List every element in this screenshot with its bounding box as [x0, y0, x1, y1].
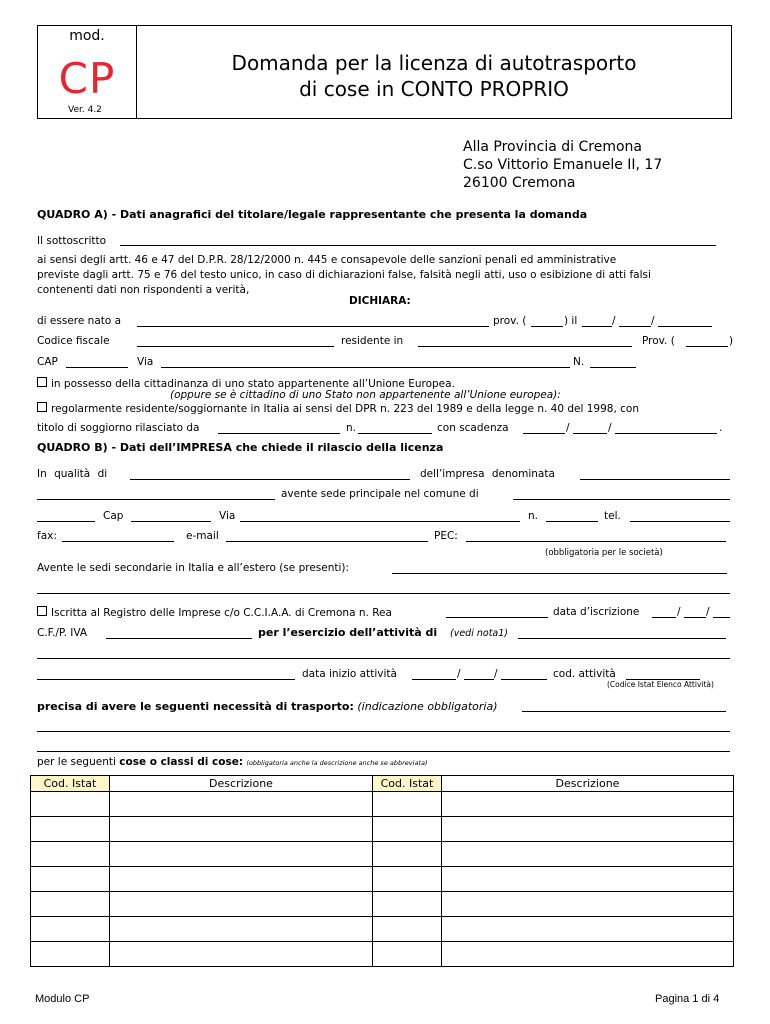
- cell-cod-istat-2[interactable]: [372, 891, 442, 917]
- check-cittadinanza-label: in possesso della cittadinanza di uno stato appartenente all’Unione Europea.: [51, 378, 455, 390]
- necessita-field-3[interactable]: [37, 751, 730, 752]
- nato-label: di essere nato a: [37, 315, 122, 327]
- pec-note: (obbligatoria per le società): [545, 548, 663, 558]
- quadro-b-heading: QUADRO B) - Dati dell’IMPRESA che chiede il rilascio della licenza: [37, 441, 444, 454]
- giorno-nascita-field[interactable]: [582, 326, 612, 327]
- attivita-field-2[interactable]: [37, 658, 730, 659]
- fax-field[interactable]: [62, 541, 174, 542]
- prov-residenza-field[interactable]: [686, 346, 728, 347]
- titolo-label: titolo di soggiorno rilasciato da: [37, 422, 200, 434]
- addressee-block: [463, 138, 662, 192]
- legal-line-2: previste dagli artt. 75 e 76 del testo unico, in caso di dichiarazioni false, falsità negli atti, uso o esibizione di atti falsi: [37, 269, 651, 281]
- cod-attivita-label: cod. attività: [553, 668, 616, 680]
- cell-descrizione-1[interactable]: [109, 866, 373, 892]
- scadenza-anno-field[interactable]: [615, 433, 717, 434]
- checkbox-icon[interactable]: [37, 377, 47, 387]
- legal-text: [37, 253, 651, 298]
- via-sede-field[interactable]: [240, 521, 520, 522]
- civico-field[interactable]: [590, 367, 636, 368]
- slash: /: [651, 315, 655, 327]
- qualita-field[interactable]: [130, 479, 410, 480]
- form-code: CP: [58, 54, 116, 103]
- secondarie-label: Avente le sedi secondarie in Italia e all’estero (se presenti):: [37, 562, 350, 574]
- cell-descrizione-1[interactable]: [109, 841, 373, 867]
- prov-sede-field[interactable]: [37, 521, 95, 522]
- iscr-giorno-field[interactable]: [652, 617, 676, 618]
- cf-piva-label: C.F./P. IVA: [37, 627, 88, 639]
- addressee-line-3: 26100 Cremona: [463, 175, 576, 191]
- n-label-2: n.: [346, 422, 356, 434]
- anno-nascita-field[interactable]: [658, 326, 712, 327]
- check-note: (oppure se è cittadino di uno Stato non appartenente all’Unione europea):: [170, 389, 561, 401]
- impresa-label: dell’impresa denominata: [420, 468, 555, 480]
- numero-titolo-field[interactable]: [358, 433, 432, 434]
- scadenza-label: con scadenza: [437, 422, 509, 434]
- title-line-2: di cose in CONTO PROPRIO: [299, 77, 569, 101]
- cap-sede-field[interactable]: [131, 521, 211, 522]
- form-header: [37, 25, 732, 119]
- legal-line-3: contenenti dati non rispondenti a verità,: [37, 284, 250, 296]
- data-iscrizione-label: data d’iscrizione: [553, 606, 640, 618]
- slash: /: [566, 422, 570, 434]
- addressee-line-2: C.so Vittorio Emanuele II, 17: [463, 157, 663, 173]
- cell-cod-istat-1[interactable]: [30, 841, 110, 867]
- esercizio-label: per l’esercizio dell’attività di: [258, 626, 438, 639]
- pec-label: PEC:: [434, 530, 458, 542]
- col-header-cod-istat-2: Cod. Istat: [372, 775, 442, 792]
- cose-note: (obbligatoria anche la descrizione anche se abbreviata): [246, 759, 428, 767]
- email-field[interactable]: [226, 541, 428, 542]
- attivita-field-3[interactable]: [37, 679, 295, 680]
- mod-label: mod.: [69, 28, 105, 44]
- cell-descrizione-2[interactable]: [441, 866, 734, 892]
- cell-descrizione-2[interactable]: [441, 941, 734, 967]
- cell-descrizione-2[interactable]: [441, 891, 734, 917]
- necessita-note: (indicazione obbligatoria): [357, 700, 498, 713]
- cose-label: cose o classi di cose:: [119, 756, 244, 768]
- necessita-field[interactable]: [522, 711, 726, 712]
- cose-table: [30, 775, 734, 970]
- cell-cod-istat-2[interactable]: [372, 916, 442, 942]
- via-label-b: Via: [219, 510, 236, 522]
- cell-cod-istat-1[interactable]: [30, 941, 110, 967]
- cose-prefix: per le seguenti: [37, 756, 116, 768]
- impresa-field[interactable]: [580, 479, 730, 480]
- via-label: Via: [137, 356, 154, 368]
- via-field[interactable]: [161, 367, 570, 368]
- inizio-anno-field[interactable]: [501, 679, 547, 680]
- slash: /: [612, 315, 616, 327]
- legal-line-1: ai sensi degli artt. 46 e 47 del D.P.R. 28/12/2000 n. 445 e consapevole delle sanzioni penali ed amministrative: [37, 254, 617, 266]
- n-label: N.: [573, 356, 585, 368]
- cap-label: CAP: [37, 356, 58, 368]
- scadenza-giorno-field[interactable]: [523, 433, 565, 434]
- quadro-a-heading: QUADRO A) - Dati anagrafici del titolare/legale rappresentante che presenta la domanda: [37, 208, 588, 221]
- sottoscritto-label: Il sottoscritto: [37, 235, 107, 247]
- checkbox-icon[interactable]: [37, 606, 47, 616]
- check-residente[interactable]: [37, 402, 639, 415]
- cell-descrizione-1[interactable]: [109, 891, 373, 917]
- cell-descrizione-2[interactable]: [441, 916, 734, 942]
- slash: /: [457, 668, 461, 680]
- cell-descrizione-1[interactable]: [109, 791, 373, 817]
- istat-note: (Codice Istat Elenco Attività): [607, 680, 714, 689]
- email-label: e-mail: [186, 530, 219, 542]
- dichiara-label: DICHIARA:: [349, 295, 411, 307]
- cf-label: Codice fiscale: [37, 335, 110, 347]
- cose-row: [37, 756, 428, 768]
- cap-field[interactable]: [66, 367, 128, 368]
- cap-label-b: Cap: [103, 510, 124, 522]
- pec-field[interactable]: [466, 541, 726, 542]
- cell-cod-istat-2[interactable]: [372, 866, 442, 892]
- cf-piva-field[interactable]: [106, 638, 252, 639]
- necessita-row: [37, 700, 498, 713]
- mese-nascita-field[interactable]: [619, 326, 651, 327]
- cell-cod-istat-1[interactable]: [30, 816, 110, 842]
- luogo-nascita-field[interactable]: [137, 326, 489, 327]
- il-label: ) il: [564, 315, 578, 327]
- prov-nascita-field[interactable]: [531, 326, 563, 327]
- tel-field[interactable]: [630, 521, 730, 522]
- iscr-mese-field[interactable]: [684, 617, 706, 618]
- prov-label-2: Prov. (: [642, 335, 675, 347]
- col-header-cod-istat-1: Cod. Istat: [30, 775, 110, 792]
- rea-field[interactable]: [446, 617, 548, 618]
- residente-label: residente in: [341, 335, 404, 347]
- comune-sede-field[interactable]: [513, 499, 730, 500]
- inizio-mese-field[interactable]: [464, 679, 494, 680]
- cell-descrizione-2[interactable]: [441, 791, 734, 817]
- residenza-field[interactable]: [418, 346, 632, 347]
- fax-label: fax:: [37, 530, 57, 542]
- cell-cod-istat-1[interactable]: [30, 791, 110, 817]
- cell-descrizione-1[interactable]: [109, 816, 373, 842]
- tel-label: tel.: [604, 510, 621, 522]
- footer-right: Pagina 1 di 4: [655, 993, 720, 1005]
- qualita-label: In qualità di: [37, 468, 108, 480]
- sede-label: avente sede principale nel comune di: [281, 488, 479, 500]
- cell-cod-istat-2[interactable]: [372, 941, 442, 967]
- check-registro[interactable]: [37, 606, 392, 619]
- cell-cod-istat-1[interactable]: [30, 891, 110, 917]
- cell-descrizione-2[interactable]: [441, 841, 734, 867]
- prov-label: prov. (: [493, 315, 527, 327]
- secondarie-field[interactable]: [392, 573, 727, 574]
- slash: /: [494, 668, 498, 680]
- cell-cod-istat-2[interactable]: [372, 791, 442, 817]
- n-label-b: n.: [528, 510, 538, 522]
- cell-descrizione-2[interactable]: [441, 816, 734, 842]
- col-header-descrizione-1: Descrizione: [109, 775, 373, 792]
- check-residente-label: regolarmente residente/soggiornante in Italia ai sensi del DPR n. 223 del 1989 e della legge n. 40 del 1998, con: [51, 403, 639, 415]
- cell-cod-istat-1[interactable]: [30, 866, 110, 892]
- civico-sede-field[interactable]: [546, 521, 598, 522]
- sottoscritto-field[interactable]: [120, 245, 716, 246]
- paren-close: ): [729, 335, 734, 347]
- cell-cod-istat-2[interactable]: [372, 816, 442, 842]
- cell-descrizione-1[interactable]: [109, 916, 373, 942]
- footer-left: Modulo CP: [35, 993, 90, 1005]
- secondarie-field-2[interactable]: [37, 593, 730, 594]
- necessita-label: precisa di avere le seguenti necessità di trasporto:: [37, 700, 354, 713]
- rilasciato-da-field[interactable]: [218, 433, 340, 434]
- cell-cod-istat-2[interactable]: [372, 841, 442, 867]
- data-inizio-label: data inizio attività: [302, 668, 397, 680]
- inizio-giorno-field[interactable]: [412, 679, 456, 680]
- version-label: Ver. 4.2: [68, 105, 102, 115]
- col-header-descrizione-2: Descrizione: [441, 775, 734, 792]
- addressee-line-1: Alla Provincia di Cremona: [463, 139, 642, 155]
- slash: /: [706, 606, 710, 618]
- slash: /: [677, 606, 681, 618]
- period: .: [719, 422, 723, 434]
- nota-label: (vedi nota1): [450, 628, 508, 639]
- cell-descrizione-1[interactable]: [109, 941, 373, 967]
- registro-label: Iscritta al Registro delle Imprese c/o C.C.I.A.A. di Cremona n. Rea: [51, 607, 392, 619]
- slash: /: [608, 422, 612, 434]
- checkbox-icon[interactable]: [37, 402, 47, 412]
- form-title: [137, 50, 731, 102]
- necessita-field-2[interactable]: [37, 731, 730, 732]
- scadenza-mese-field[interactable]: [573, 433, 607, 434]
- cf-field[interactable]: [137, 346, 334, 347]
- attivita-field[interactable]: [518, 638, 726, 639]
- impresa-field-2[interactable]: [37, 499, 275, 500]
- iscr-anno-field[interactable]: [713, 617, 730, 618]
- title-line-1: Domanda per la licenza di autotrasporto: [231, 51, 637, 75]
- cell-cod-istat-1[interactable]: [30, 916, 110, 942]
